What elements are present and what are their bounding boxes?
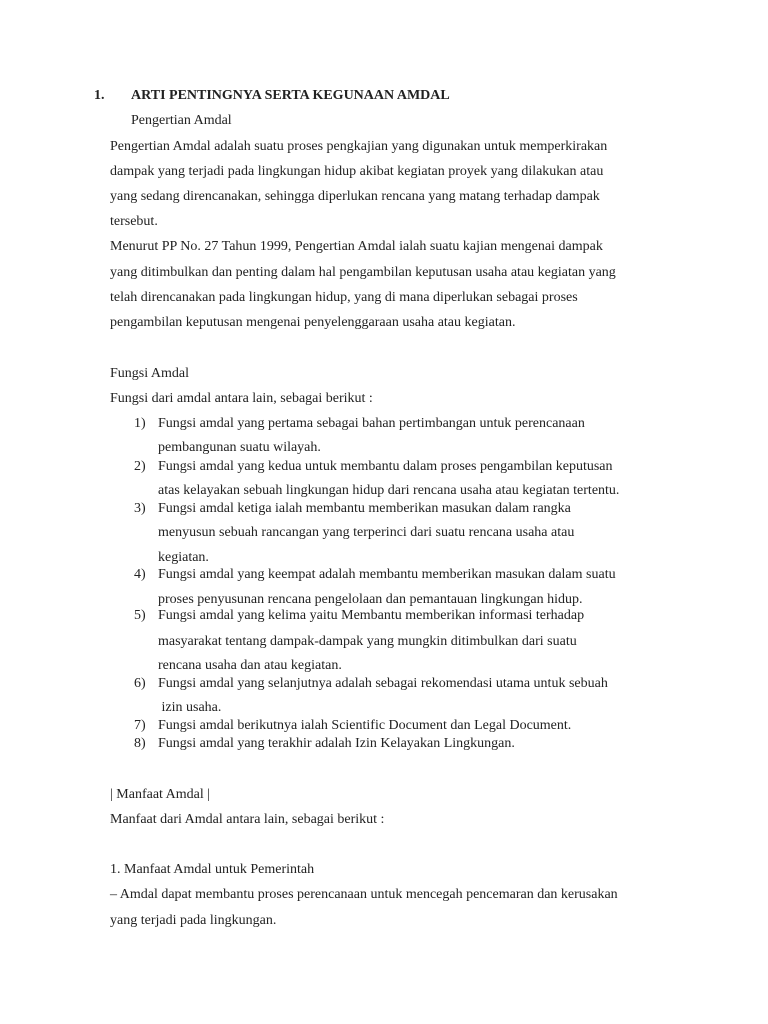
list-item-line: Fungsi amdal yang keempat adalah membantu memberikan masukan dalam suatu	[158, 567, 616, 582]
paragraph-line: tersebut.	[110, 214, 158, 229]
heading-title: ARTI PENTINGNYA SERTA KEGUNAAN AMDAL	[131, 88, 450, 103]
heading-number: 1.	[94, 88, 105, 103]
paragraph-line: Pengertian Amdal adalah suatu proses pengkajian yang digunakan untuk memperkirakan	[110, 139, 608, 154]
list-item-line: Fungsi amdal yang kedua untuk membantu dalam proses pengambilan keputusan	[158, 459, 613, 474]
manfaat-intro: Manfaat dari Amdal antara lain, sebagai berikut :	[110, 812, 385, 827]
subsection-title: 1. Manfaat Amdal untuk Pemerintah	[110, 862, 315, 877]
list-item-line: atas kelayakan sebuah lingkungan hidup dari rencana usaha atau kegiatan tertentu.	[158, 483, 620, 498]
list-number: 4)	[134, 567, 146, 582]
list-item-line: Fungsi amdal yang kelima yaitu Membantu memberikan informasi terhadap	[158, 608, 585, 623]
list-item-line: Fungsi amdal berikutnya ialah Scientific Document dan Legal Document.	[158, 718, 572, 733]
paragraph-line: yang sedang direncanakan, sehingga diperlukan rencana yang matang terhadap dampak	[110, 189, 600, 204]
list-item-line: Fungsi amdal yang pertama sebagai bahan pertimbangan untuk perencanaan	[158, 416, 585, 431]
list-item-line: proses penyusunan rencana pengelolaan dan pemantauan lingkungan hidup.	[158, 592, 583, 607]
paragraph-line: telah direncanakan pada lingkungan hidup, yang di mana diperlukan sebagai proses	[110, 290, 578, 305]
list-item-line: izin usaha.	[158, 700, 222, 715]
list-number: 8)	[134, 736, 146, 751]
section-title-manfaat: | Manfaat Amdal |	[110, 787, 211, 802]
list-number: 1)	[134, 416, 146, 431]
paragraph-line: dampak yang terjadi pada lingkungan hidup akibat kegiatan proyek yang dilakukan atau	[110, 164, 604, 179]
list-item-line: kegiatan.	[158, 550, 209, 565]
list-item-line: Fungsi amdal yang selanjutnya adalah sebagai rekomendasi utama untuk sebuah	[158, 676, 608, 691]
list-number: 5)	[134, 608, 146, 623]
list-number: 3)	[134, 501, 146, 516]
list-item-line: Fungsi amdal ketiga ialah membantu memberikan masukan dalam rangka	[158, 501, 571, 516]
paragraph-line: Menurut PP No. 27 Tahun 1999, Pengertian Amdal ialah suatu kajian mengenai dampak	[110, 239, 603, 254]
list-number: 2)	[134, 459, 146, 474]
section-title-fungsi: Fungsi Amdal	[110, 366, 189, 381]
section-title-pengertian: Pengertian Amdal	[131, 113, 232, 128]
fungsi-intro: Fungsi dari amdal antara lain, sebagai berikut :	[110, 391, 373, 406]
paragraph-line: yang terjadi pada lingkungan.	[110, 913, 277, 928]
list-item-line: Fungsi amdal yang terakhir adalah Izin Kelayakan Lingkungan.	[158, 736, 515, 751]
paragraph-line: pengambilan keputusan mengenai penyelenggaraan usaha atau kegiatan.	[110, 315, 516, 330]
list-number: 6)	[134, 676, 146, 691]
list-item-line: pembangunan suatu wilayah.	[158, 440, 321, 455]
list-item-line: rencana usaha dan atau kegiatan.	[158, 658, 342, 673]
list-number: 7)	[134, 718, 146, 733]
list-item-line: menyusun sebuah rancangan yang terperinci dari suatu rencana usaha atau	[158, 525, 575, 540]
list-item-line: masyarakat tentang dampak-dampak yang mungkin ditimbulkan dari suatu	[158, 634, 577, 649]
paragraph-line: yang ditimbulkan dan penting dalam hal pengambilan keputusan usaha atau kegiatan yang	[110, 265, 616, 280]
paragraph-line: – Amdal dapat membantu proses perencanaan untuk mencegah pencemaran dan kerusakan	[110, 887, 618, 902]
